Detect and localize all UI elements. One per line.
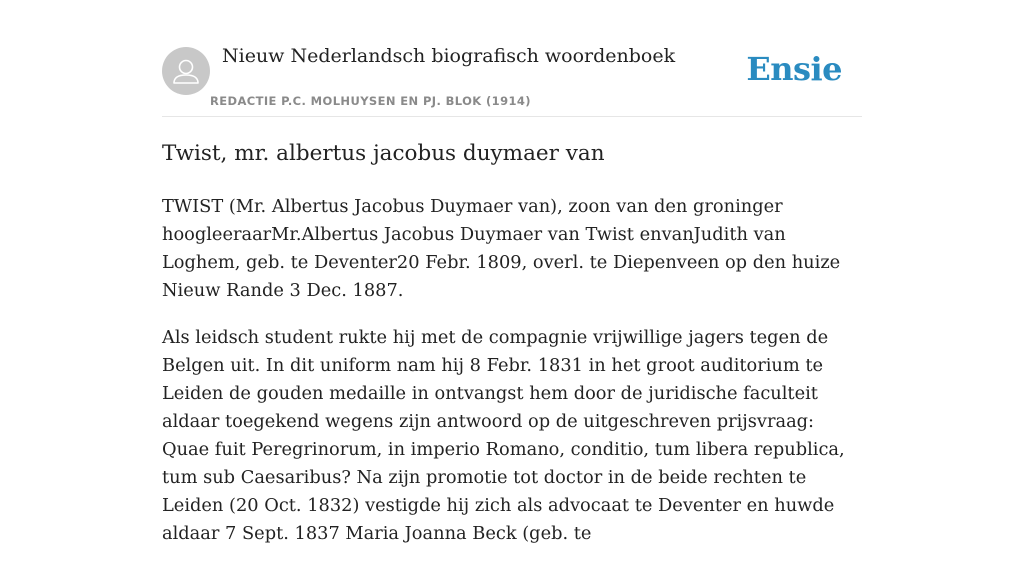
book-header xyxy=(162,40,862,117)
book-title[interactable]: Nieuw Nederlandsch biografisch woordenboek xyxy=(222,45,676,67)
entry-paragraph: TWIST (Mr. Albertus Jacobus Duymaer van), zoon van den groninger hoogleeraarMr.Albertus Jacobus Duymaer van Twist envanJudith van Loghem, geb. te Deventer20 Febr. 1809, overl. te Diepenveen op den huize Nieuw Rande 3 Dec. 1887. xyxy=(162,196,841,301)
ensie-logo[interactable]: Ensie xyxy=(746,50,842,88)
entry-content xyxy=(162,137,864,567)
book-editor: REDACTIE P.C. MOLHUYSEN EN PJ. BLOK (1914) xyxy=(210,94,531,108)
avatar[interactable] xyxy=(162,47,210,95)
user-icon xyxy=(162,47,210,95)
entry-paragraph: Als leidsch student rukte hij met de compagnie vrijwillige jagers tegen de Belgen uit. In dit uniform nam hij 8 Febr. 1831 in het groot auditorium te Leiden de gouden medaille in ontvangst hem door de juridische faculteit aldaar toegekend wegens zijn antwoord op de uitgeschreven prijsvraag: Quae fuit Peregrinorum, in imperio Romano, conditio, tum libera republica, tum sub Caesaribus? Na zijn promotie tot doctor in de beide rechten te Leiden (20 Oct. 1832) vestigde hij zich als advocaat te Deventer en huwde aldaar 7 Sept. 1837 Maria Joanna Beck (geb. te xyxy=(162,327,845,544)
entry-title: Twist, mr. albertus jacobus duymaer van xyxy=(162,141,605,166)
